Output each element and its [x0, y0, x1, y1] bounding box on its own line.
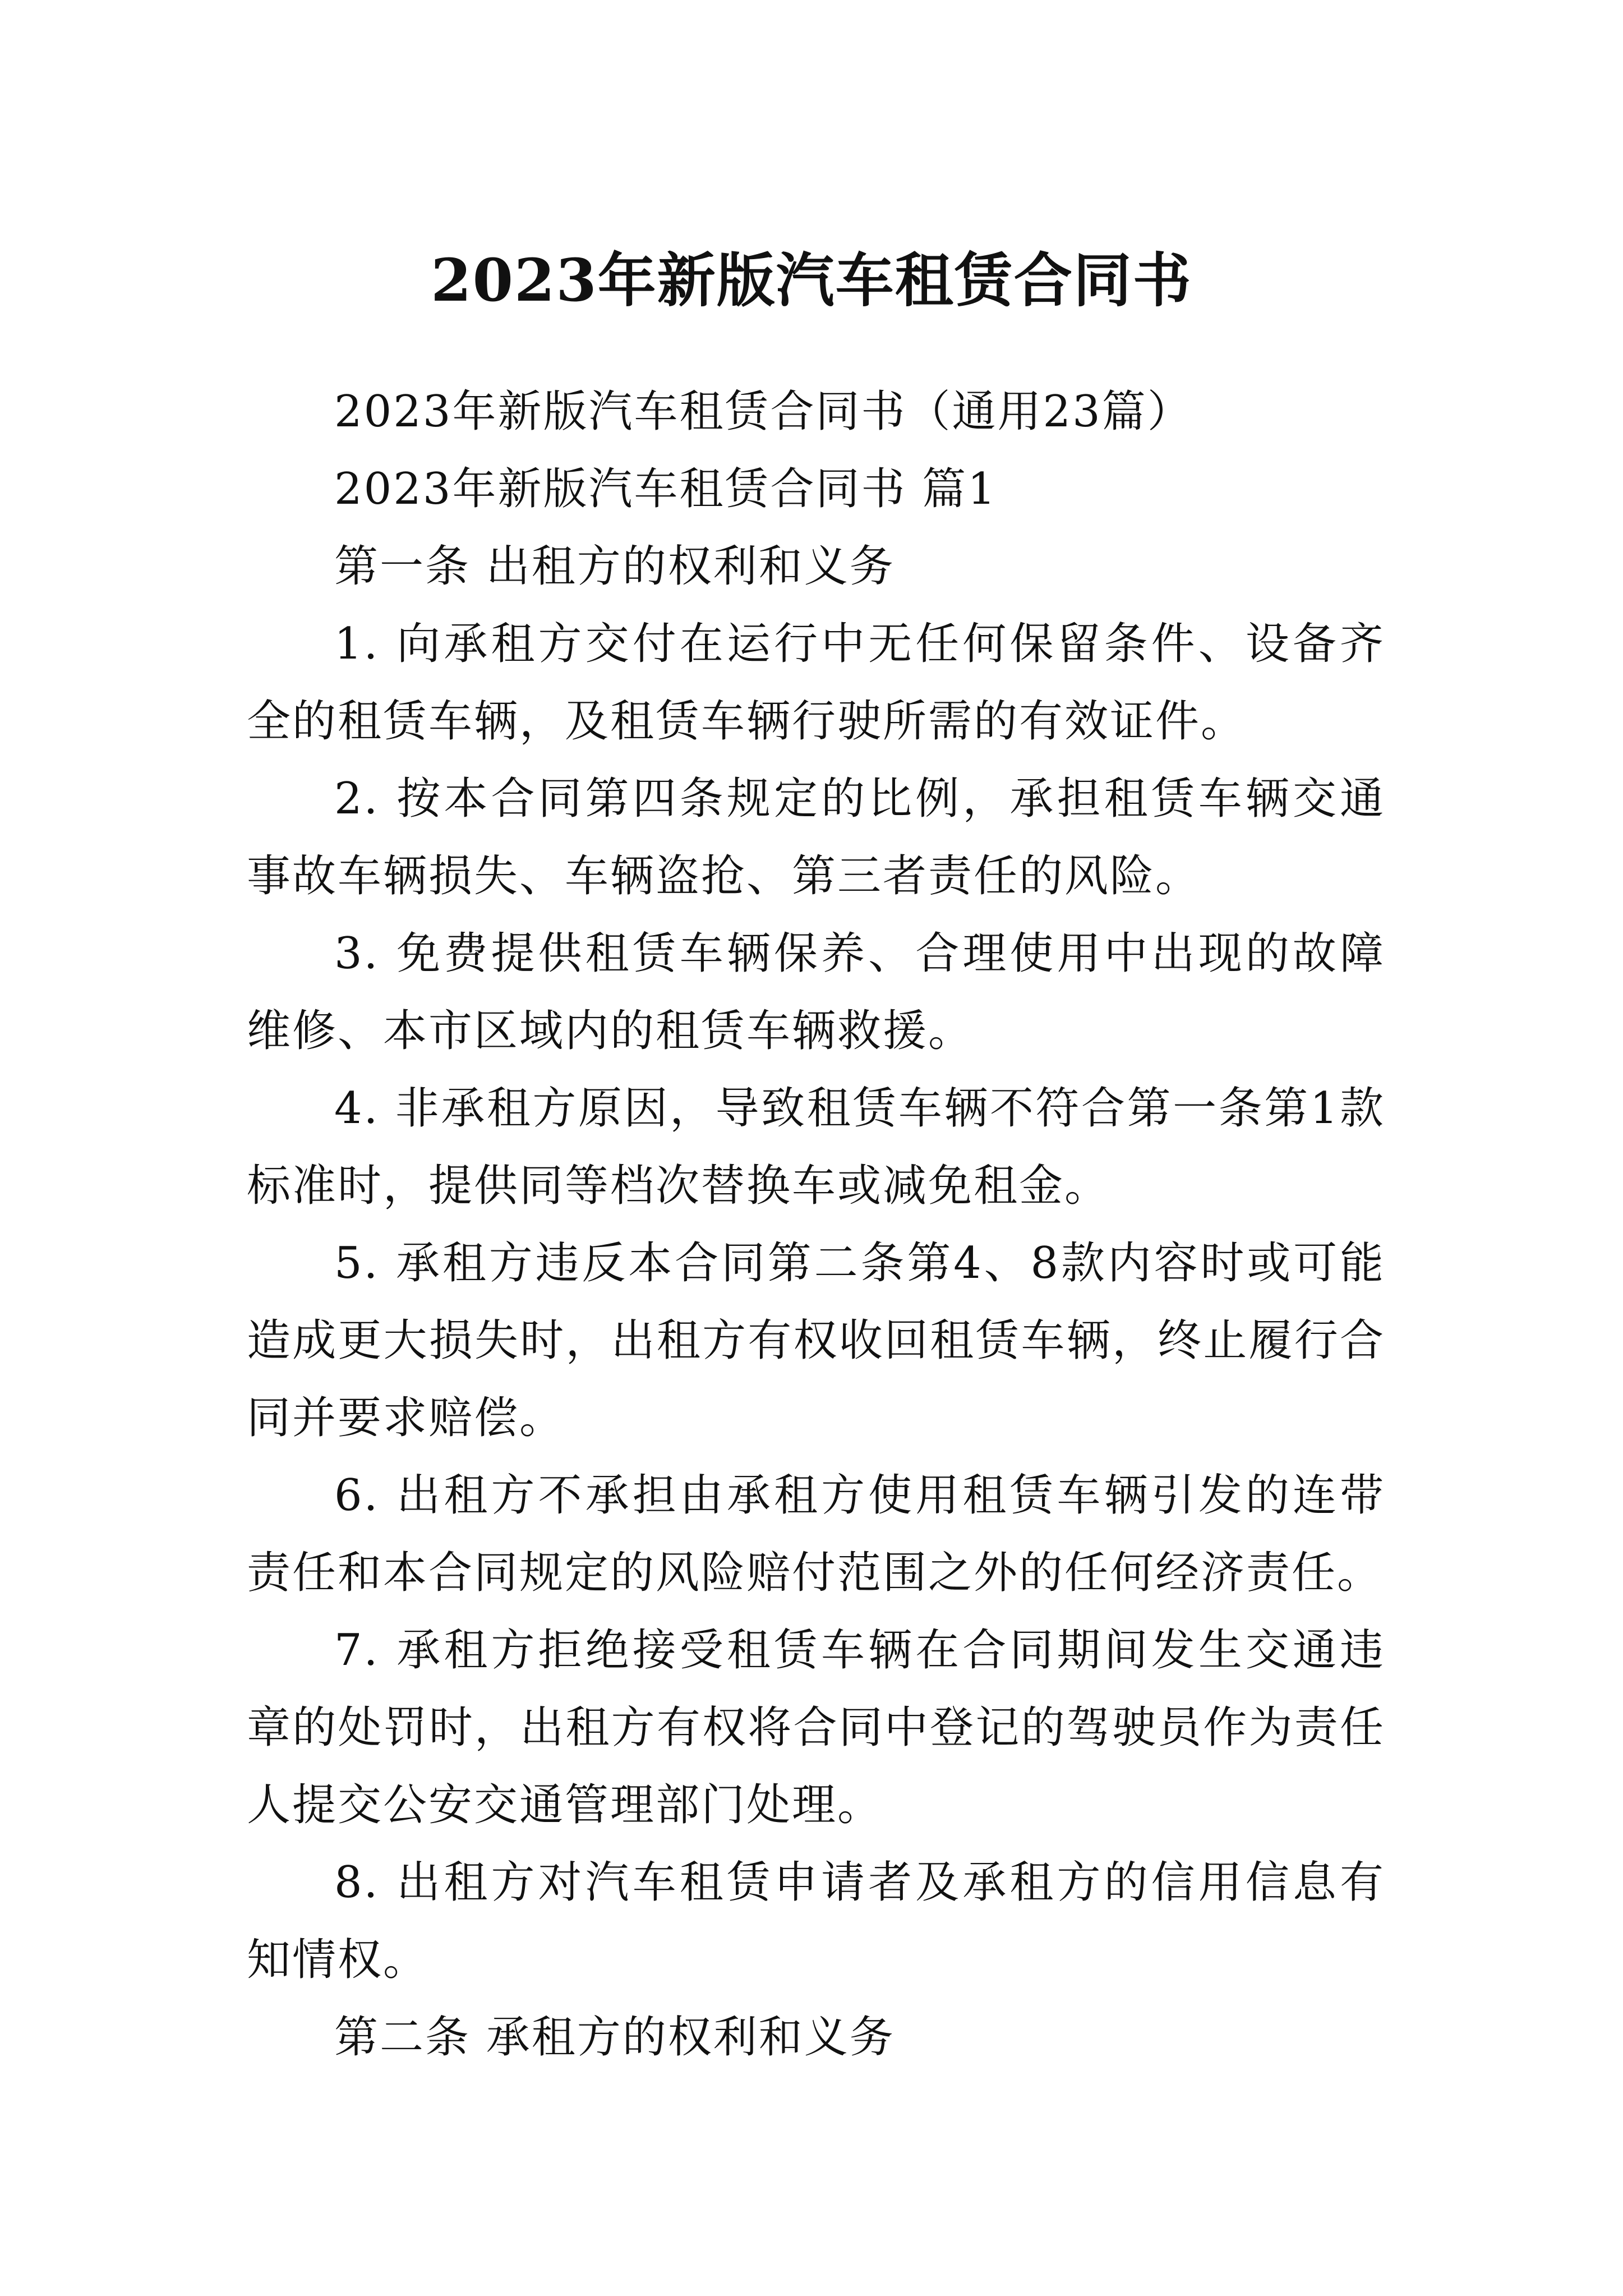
- clause-8: 8. 出租方对汽车租赁申请者及承租方的信用信息有知情权。: [247, 1857, 1385, 1985]
- clause-4: 4. 非承租方原因，导致租赁车辆不符合第一条第1款标准时，提供同等档次替换车或减免租金。: [247, 1083, 1385, 1211]
- section-heading-part-1: 2023年新版汽车租赁合同书 篇1: [334, 464, 997, 514]
- document-subtitle: 2023年新版汽车租赁合同书（通用23篇）: [334, 386, 1193, 437]
- clause-7: 7. 承租方拒绝接受租赁车辆在合同期间发生交通违章的处罚时，出租方有权将合同中登记的驾驶员作为责任人提交公安交通管理部门处理。: [247, 1625, 1385, 1830]
- clause-3: 3. 免费提供租赁车辆保养、合理使用中出现的故障维修、本市区域内的租赁车辆救援。: [247, 928, 1385, 1056]
- article-heading-2: 第二条 承租方的权利和义务: [334, 2012, 895, 2063]
- article-heading-1: 第一条 出租方的权利和义务: [334, 541, 895, 592]
- clause-6: 6. 出租方不承担由承租方使用租赁车辆引发的连带责任和本合同规定的风险赔付范围之外的任何经济责任。: [247, 1470, 1385, 1598]
- clause-5: 5. 承租方违反本合同第二条第4、8款内容时或可能造成更大损失时，出租方有权收回租赁车辆，终止履行合同并要求赔偿。: [247, 1238, 1385, 1443]
- document-title: 2023年新版汽车租赁合同书: [431, 245, 1192, 315]
- clause-1: 1. 向承租方交付在运行中无任何保留条件、设备齐全的租赁车辆，及租赁车辆行驶所需的有效证件。: [247, 619, 1385, 747]
- clause-2: 2. 按本合同第四条规定的比例，承担租赁车辆交通事故车辆损失、车辆盗抢、第三者责任的风险。: [247, 774, 1385, 901]
- document-body: [247, 373, 1385, 2076]
